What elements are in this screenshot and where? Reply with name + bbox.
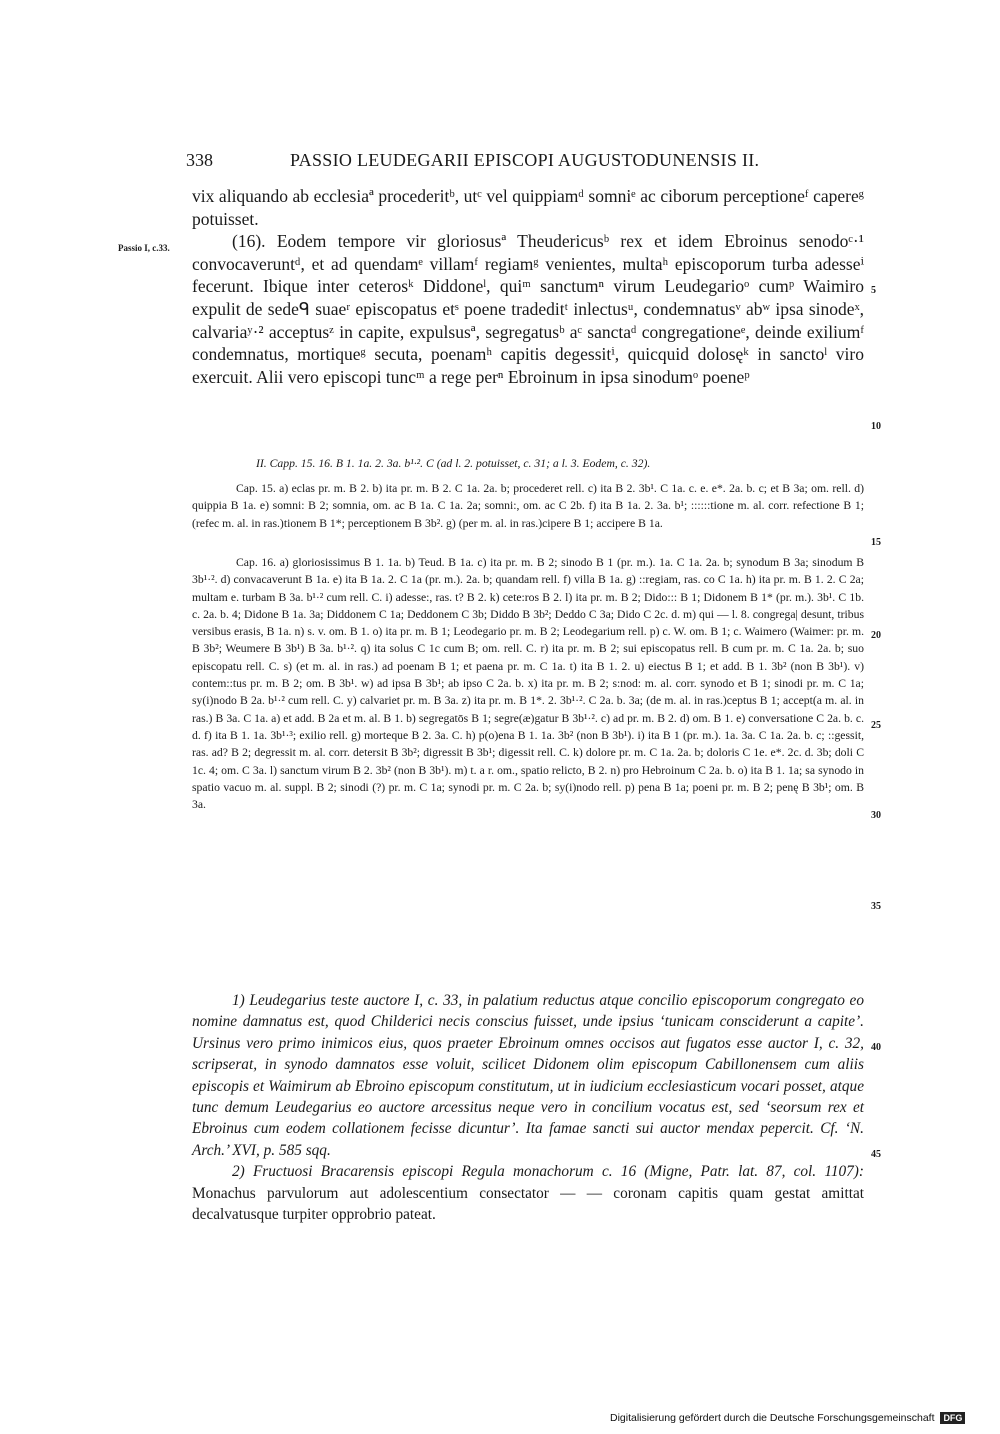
line-number: 45: [871, 1149, 881, 1160]
main-paragraph-1: vix aliquando ab ecclesiaª procederitᵇ, utᶜ vel quippiamᵈ somniᵉ ac ciborum perceptioneᶠ capereᵍ potuisset.: [192, 186, 864, 229]
apparatus-head: II. Capp. 15. 16. B 1. 1a. 2. 3a. b¹·². C (ad l. 2. potuisset, c. 31; a l. 3. Eodem, c. 32).: [256, 457, 651, 470]
dfg-logo: DFG: [940, 1412, 965, 1424]
running-title: PASSIO LEUDEGARII EPISCOPI AUGUSTODUNENSIS II.: [290, 150, 760, 170]
line-number: 35: [871, 901, 881, 912]
digitization-credit: [610, 1412, 965, 1424]
footnote-1: 1) Leudegarius teste auctore I, c. 33, in palatium reductus atque concilio episcoporum congregato eo nomine damnatus est, quod Childerici necis conscius fuisset, unde ipsius ‘tunicam consciderunt a capite’. Ursinus vero primo inimicos eius, quos praeter Ebroinum omnes occisos aut fugatos esse auctor I, c. 32, scripserat, in synodo damnatos esse voluit, scilicet Didonem olim episcopum Cabillonensem cum aliis episcopis et Waimirum ab Ebroino episcopum constitutum, ut in iudicium ecclesiasticum vocari posset, atque tunc demum Leudegarius eo auctore arcessitus neque vero in concilium vocatus est, sed ‘seorsum rex et Ebroinus cum eodem collationem fecisse dicuntur’. Ita famae sancti sui auctor mendax pepercit. Cf. ‘N. Arch.’ XVI, p. 585 sqq.: [192, 992, 864, 1159]
page-number: 338: [186, 150, 213, 170]
digitization-text: Digitalisierung gefördert durch die Deutsche Forschungsgemeinschaft: [610, 1412, 935, 1424]
line-number: 40: [871, 1042, 881, 1053]
main-text: [192, 185, 864, 388]
line-number: 30: [871, 810, 881, 821]
line-number: 25: [871, 720, 881, 731]
line-number: 20: [871, 630, 881, 641]
footnote-2: [192, 1161, 864, 1225]
line-number: 10: [871, 421, 881, 432]
line-number: 15: [871, 537, 881, 548]
footnote-2-quote: Monachus parvulorum aut adolescentium consectator — — coronam capitis quam gestat amittat decalvatusque turpiter opprobrio pateat.: [192, 1184, 864, 1224]
footnote-2-citation: 2) Fructuosi Bracarensis episcopi Regula monachorum c. 16 (Migne, Patr. lat. 87, col. 1107):: [232, 1163, 864, 1181]
footnotes: [192, 990, 864, 1225]
main-paragraph-2: (16). Eodem tempore vir gloriosusª Theudericusᵇ rex et idem Ebroinus senodoᶜ·¹ convocaveruntᵈ, et ad quendamᵉ villamᶠ regiamᵍ venientes, multaʰ episcoporum turba adesseⁱ fecerunt. Ibique inter ceterosᵏ Diddoneˡ, quiᵐ sanctumⁿ virum Leudegarioᵒ cumᵖ Waimiro expulit de sedeᑫ suaeʳ episcopatus etˢ poene tradeditᵗ inlectusᵘ, condemnatusᵛ abʷ ipsa sinodeˣ, calvariaʸ·² acceptusᶻ in capite, expulsusª, segregatusᵇ aᶜ sanctaᵈ congregationeᵉ, deinde exiliumᶠ condemnatus, mortiqueᵍ secuta, poenamʰ capitis degessitⁱ, quicquid dolosęᵏ in sanctoˡ viro exercuit. Alii vero episcopi tuncᵐ a rege perⁿ Ebroinum in ipsa sinodumᵒ poeneᵖ: [192, 231, 864, 387]
margin-reference: Passio I, c.33.: [118, 243, 170, 253]
line-number: 5: [871, 285, 876, 296]
apparatus-cap16: Cap. 16. a) gloriosissimus B 1. 1a. b) Teud. B 1a. c) ita pr. m. B 2; sinodo B 1 (pr. m.). 1a. C 1a. 2a. b; synodum B 3a; sinodum B 3b¹·². d) convacaverunt B 1a. e) ita B 1a. 2. C 1a (pr. m.). 2a. b; quandam rell. f) villa B 1a. g) ::regiam, ras. co C 1a. h) ita pr. m. B 1. 2. C 2a; multam e. turbam B 3a. b¹·² cum rell. C. i) adesse:, ras. t? B 2. k) cete:ros B 2. l) ita pr. m. B 2; Dido::: B 1; Didonem B 1* (pr. m.). 3b¹. C 1b. c. 2a. b. 4; Didone B 1a. 3a; Diddonem C 1a; Deddonem C 3b; Diddo B 3b²; Deddo C 3a; Dido C 2c. d. m) qui — l. 8. congrega| desunt, tribus versibus erasis, B 1a. n) s. v. om. B 1. o) ita pr. m. B 1; Leodegario pr. m. B 2; Leodegarium rell. p) c. W. om. B 1; c. Waimero (Waimer: pr. m. B 3b²; Weumere B 3b¹) B 3a. b¹·². q) ita solus C 1c cum B; om. rell. C. r) ita pr. m. B 2; sui episcopatus rell. B cum pr. m. C 1a. 2a. b; suo episcopatu rell. C. s) (et m. al. in ras.) ad poenam B 1; et paena pr. m. C 1a. t) ita B 1. 2. u) eiectus B 1; et add. B 1. 3b² (non B 3b¹). v) contem::tus pr. m. B 2; om. B 3b¹. w) ad ipsa B 3b¹; ab ipso C 2a. b. x) ita pr. m. B 2; s:nod: m. al. corr. synodo et B 1; sinodi pr. m. C 1a; sy(i)nodo B 2a. b¹·² cum rell. C. y) calvariet pr. m. B 3a. z) ita pr. m. B 1*. 2. 3b¹·². C 2a. b. 3a; (de m. al. in ras.)ceptus B 1; accept(a m. al. in ras.) B 3a. C 1a. a) et add. B 2a et m. al. B 1. b) segregatōs B 1; segre(æ)gatur B 3b¹·². c) ad pr. m. B 2. d) om. B 1. e) conversatione C 2a. b. c. d. f) ita B 1. 1a. 3b¹·³; exilio rell. g) morteque B 2. 3a. C. h) p(o)ena B 1. 1a. 3b² (non B 3b¹). i) ita B 1 (pr. m.). 1a. 3a. C 1a. 2a. b. c; ::gessit, ras. ad? B 2; degressit m. al. corr. detersit B 3b²; digressit B 3b¹; digessit rell. C. k) dolore pr. m. C 1a. 2a. b; doloris C 1e. e*. 2c. d. 3b; doli C 1c. 4; om. C 3a. l) sanctum virum B 2. 3b² (non B 3b¹). m) t. a r. om., spatio relicto, B 2. n) pro Hebroinum C 2a. b. o) ita B 1. 1a; sa synodo in spatio vacuo m. al. suppl. B 2; sinodi (?) pr. m. C 1a; synodi pr. m. C 2a. b; sy(i)nodo rell. p) pena B 1a; poeni pr. m. B 2; penę B 3b¹; om. B 3a.: [192, 556, 864, 812]
apparatus-cap15: Cap. 15. a) eclas pr. m. B 2. b) ita pr. m. B 2. C 1a. 2a. b; procederet rell. c) ita B 2. 3b¹. C 1a. c. e. e*. 2a. b. c; et B 3a; om. rell. d) quippia B 1a. e) somni: B 2; somnia, om. ac B 1a. C 1a. 2a; somni:, om. ac C 2b. f) ita B 1a. 2. 3a. b¹; ::::::tione m. al. corr. refectione B 1; (refec m. al. in ras.)tionem B 1*; perceptionem B 3b². g) (per m. al. in ras.)cipere B 1; accipere B 1a.: [192, 482, 864, 530]
